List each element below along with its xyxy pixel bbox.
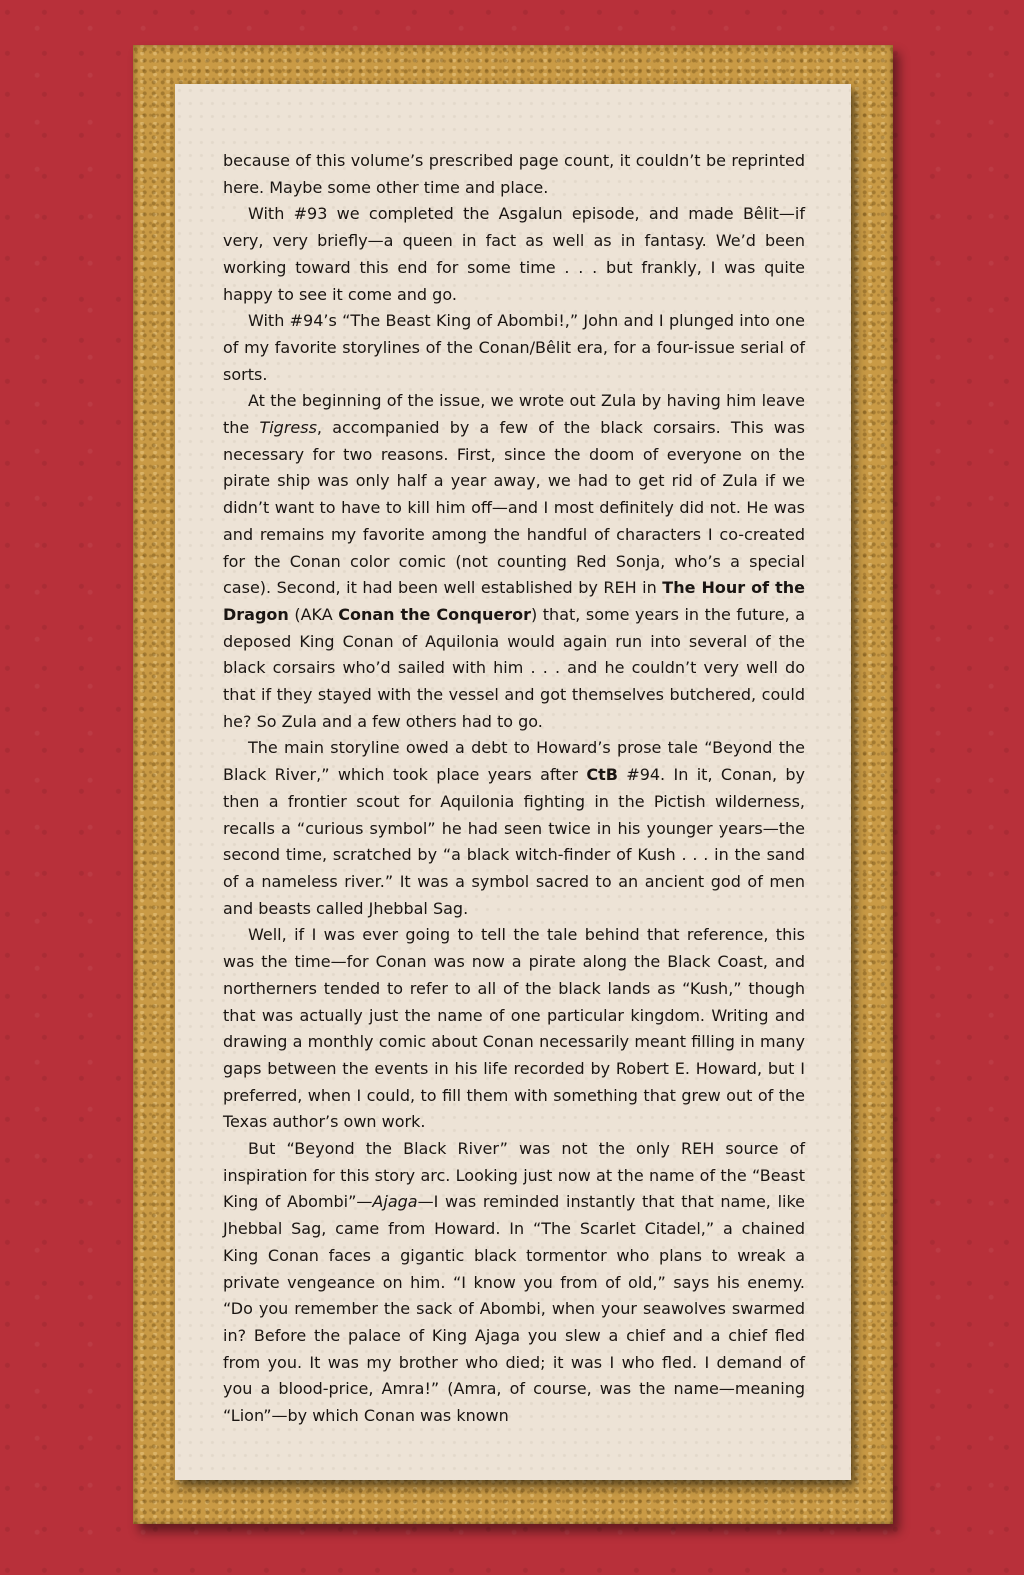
paragraph: The main storyline owed a debt to Howard’s prose tale “Beyond the Black River,” which took place years after CtB #94. In it, Conan, by then a frontier scout for Aquilonia fighting in the Pictish wilderness, recalls a “curious symbol” he had seen twice in his younger years—the second time, scratched by “a black witch-finder of Kush . . . in the sand of a nameless river.” It was a symbol sacred to an ancient god of men and beasts called Jhebbal Sag. [223,738,806,918]
paragraph: With #93 we completed the Asgalun episode, and made Bêlit—if very, very briefly—a queen in fact as well as in fantasy. We’d been working toward this end for some time . . . but frankly, I was quite happy to see it come and go. [223,204,805,304]
bold-title: The Hour of the Dragon [223,578,806,624]
italic-term: Ajaga [372,1192,418,1212]
bold-title: Conan the Conqueror [338,604,532,624]
paragraph: With #94’s “The Beast King of Abombi!,” John and I plunged into one of my favorite storylines of the Conan/Bêlit era, for a four-issue serial of sorts. [223,311,805,384]
paragraph: Well, if I was ever going to tell the tale behind that reference, this was the time—for Conan was now a pirate along the Black Coast, and northerners tended to refer to all of the black lands as “Kush,” though that was actually just the name of one particular kingdom. Writing and drawing a monthly comic about Conan necessarily meant filling in many gaps between the events in his life recorded by Robert E. Howard, but I preferred, when I could, to fill them with something that grew out of the Texas author’s own work. [223,925,805,1132]
paragraph: because of this volume’s prescribed page count, it couldn’t be reprinted here. Maybe some other time and place. [223,151,805,197]
text-page [175,84,851,1480]
italic-term: Tigress [259,418,317,438]
bold-title: CtB [586,765,618,785]
paragraph: But “Beyond the Black River” was not the only REH source of inspiration for this story arc. Looking just now at the name of the “Beast King of Abombi”—Ajaga—I was reminded instantly that that name, like Jhebbal Sag, came from Howard. In “The Scarlet Citadel,” a chained King Conan faces a gigantic black tormentor who plans to wreak a private vengeance on him. “I know you from of old,” says his enemy. “Do you remember the sack of Abombi, when your seawolves swarmed in? Before the palace of King Ajaga you slew a chief and a chief fled from you. It was my brother who died; it was I who fled. I demand of you a blood-price, Amra!” (Amra, of course, was the name—meaning “Lion”—by which Conan was known [223,1139,805,1426]
paragraph: At the beginning of the issue, we wrote out Zula by having him leave the Tigress, accompanied by a few of the black corsairs. This was necessary for two reasons. First, since the doom of everyone on the pirate ship was only half a year away, we had to get rid of Zula if we didn’t want to have to kill him off—and I most definitely did not. He was and remains my favorite among the handful of characters I co-created for the Conan color comic (not counting Red Sonja, who’s a special case). Second, it had been well established by REH in The Hour of the Dragon (AKA Conan the Conqueror) that, some years in the future, a deposed King Conan of Aquilonia would again run into several of the black corsairs who’d sailed with him . . . and he couldn’t very well do that if they stayed with the vessel and got themselves butchered, could he? So Zula and a few others had to go. [223,391,806,731]
article-body [223,148,805,1430]
